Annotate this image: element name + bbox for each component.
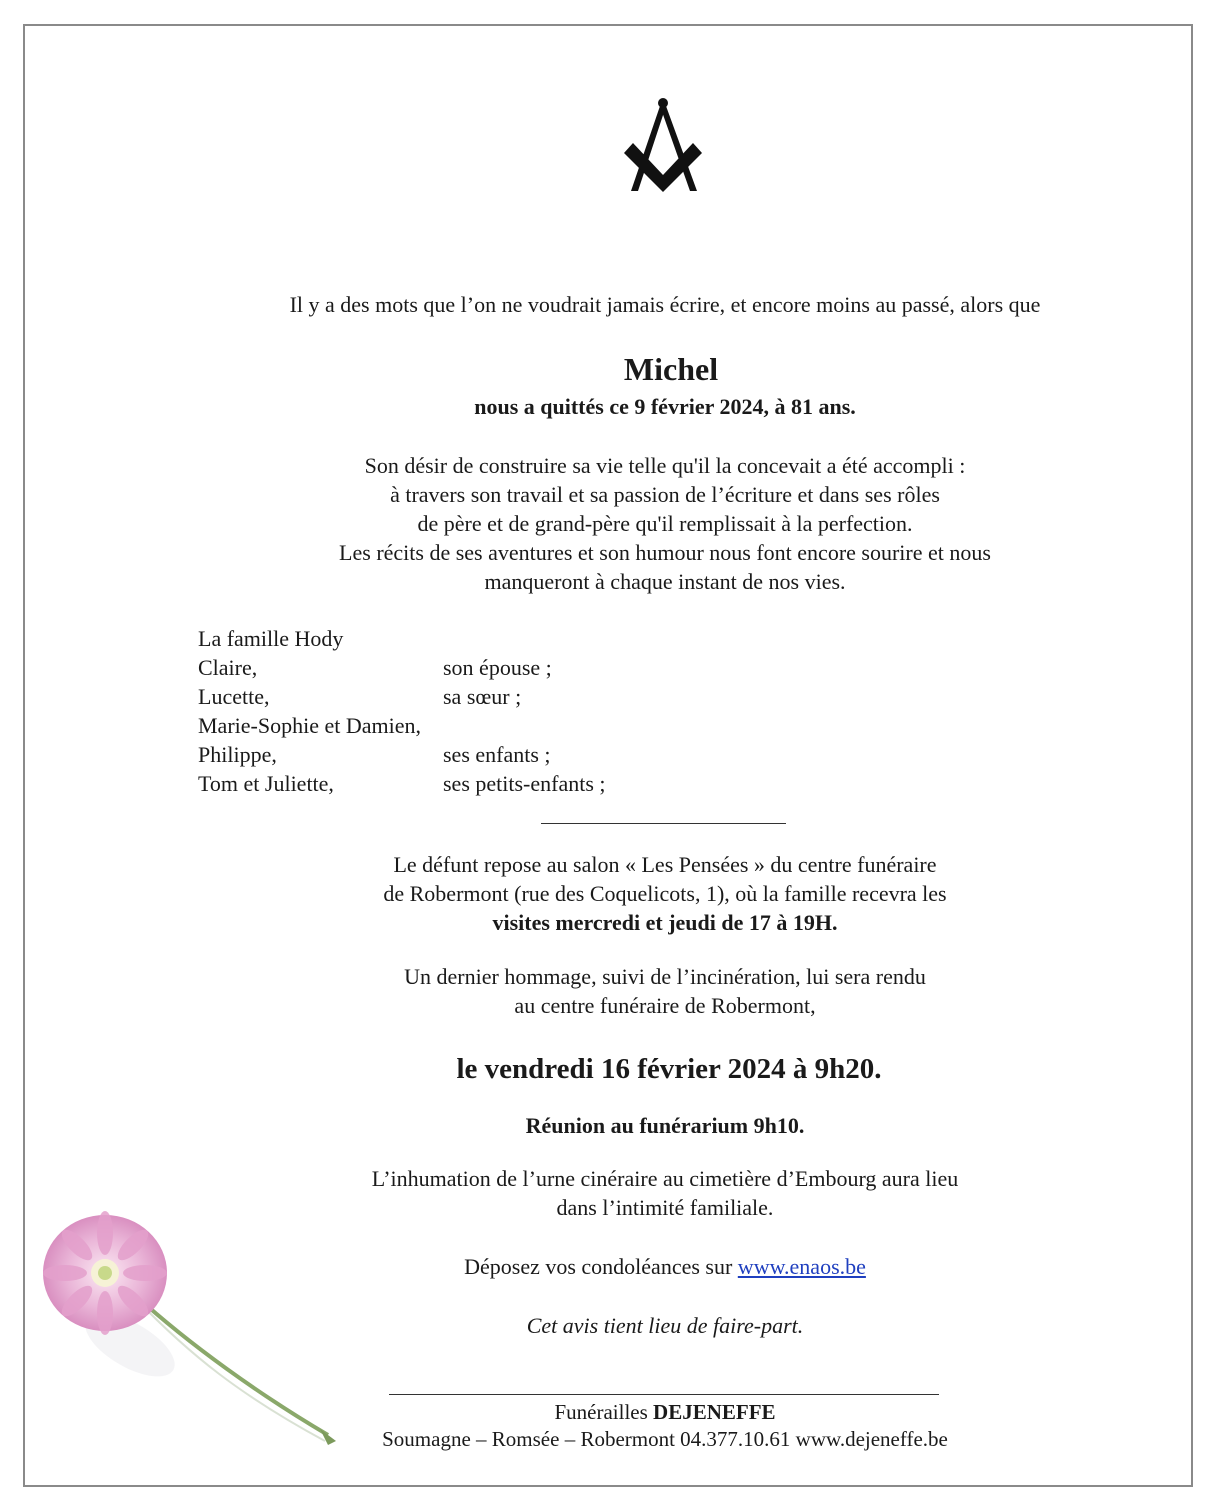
funeral-home-contact: Soumagne – Romsée – Robermont 04.377.10.61 www.dejeneffe.be — [382, 1427, 948, 1451]
tribute-line: de père et de grand-père qu'il remplissait à la perfection. — [417, 511, 913, 536]
family-member: Tom et Juliette, — [198, 771, 334, 796]
hommage-line: Un dernier hommage, suivi de l’incinération, lui sera rendu — [404, 964, 926, 989]
tribute-line: Les récits de ses aventures et son humour nous font encore sourire et nous — [339, 540, 991, 565]
hommage-line: au centre funéraire de Robermont, — [514, 993, 816, 1018]
inhumation-info — [372, 1164, 958, 1222]
tribute-paragraph — [339, 451, 991, 596]
ceremony-date: le vendredi 16 février 2024 à 9h20. — [456, 1053, 882, 1085]
condolences — [464, 1252, 866, 1281]
death-statement: nous a quittés ce 9 février 2024, à 81 ans. — [474, 394, 856, 419]
condolences-text: Déposez vos condoléances sur — [464, 1254, 738, 1279]
salon-info — [383, 850, 946, 937]
salon-line: de Robermont (rue des Coquelicots, 1), où la famille recevra les — [383, 881, 947, 906]
funeral-home-brand: DEJENEFFE — [653, 1400, 776, 1424]
pink-chrysanthemum-image — [40, 1205, 340, 1445]
tribute-line: Son désir de construire sa vie telle qu'il la concevait a été accompli : — [364, 453, 966, 478]
deceased-name: Michel — [623, 351, 719, 387]
family-member: Philippe, — [198, 742, 277, 767]
funeral-home-prefix: Funérailles — [554, 1400, 654, 1424]
square-and-compass-icon — [620, 96, 710, 196]
family-member: Claire, — [198, 655, 258, 680]
condolences-link[interactable]: www.enaos.be — [737, 1254, 866, 1279]
inhumation-line: dans l’intimité familiale. — [556, 1195, 774, 1220]
faire-part-note: Cet avis tient lieu de faire-part. — [526, 1313, 804, 1338]
family-relation: ses enfants ; — [443, 742, 551, 767]
salon-line: Le défunt repose au salon « Les Pensées » du centre funéraire — [393, 852, 937, 877]
family-heading: La famille Hody — [198, 626, 344, 651]
family-member: Lucette, — [198, 684, 270, 709]
hommage-info — [404, 962, 926, 1020]
inhumation-line: L’inhumation de l’urne cinéraire au cimetière d’Embourg aura lieu — [371, 1166, 959, 1191]
funeral-home-name — [554, 1398, 775, 1427]
tribute-line: manqueront à chaque instant de nos vies. — [484, 569, 846, 594]
tribute-line: à travers son travail et sa passion de l’écriture et dans ses rôles — [390, 482, 940, 507]
reunion-time: Réunion au funérarium 9h10. — [525, 1113, 805, 1138]
footer-divider — [389, 1394, 939, 1395]
family-relation: son épouse ; — [443, 655, 552, 680]
divider — [541, 823, 786, 824]
family-relation: ses petits-enfants ; — [443, 771, 606, 796]
intro-text: Il y a des mots que l’on ne voudrait jamais écrire, et encore moins au passé, alors que — [289, 292, 1041, 317]
visiting-hours: visites mercredi et jeudi de 17 à 19H. — [492, 910, 838, 935]
family-relation: sa sœur ; — [443, 684, 522, 709]
family-member: Marie-Sophie et Damien, — [198, 713, 421, 738]
